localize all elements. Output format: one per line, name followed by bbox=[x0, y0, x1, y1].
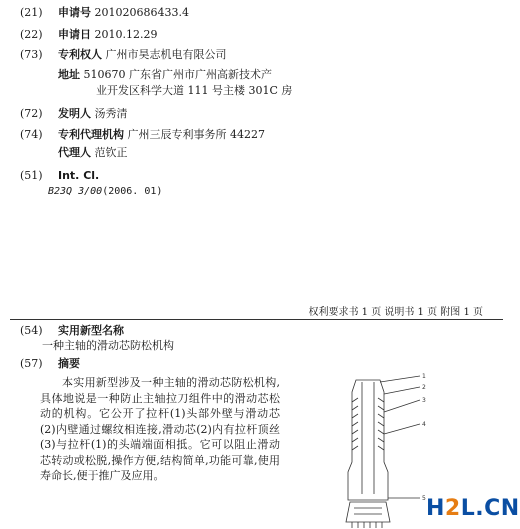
ipc-year: (2006. 01) bbox=[102, 186, 163, 197]
inid-code: (54) bbox=[20, 324, 43, 337]
field-value: 汤秀清 bbox=[94, 107, 128, 120]
application-number bbox=[20, 6, 189, 20]
address-line-2 bbox=[96, 84, 292, 98]
field-label: 摘要 bbox=[58, 357, 80, 370]
int-cl bbox=[20, 169, 99, 183]
patent-agency bbox=[20, 128, 265, 142]
field-label: 申请日 bbox=[58, 28, 91, 41]
patentee bbox=[20, 48, 227, 62]
inid-code: (72) bbox=[20, 107, 43, 120]
filing-date bbox=[20, 28, 157, 42]
field-value: 广州市昊志机电有限公司 bbox=[105, 48, 227, 61]
field-value: 2010.12.29 bbox=[94, 28, 158, 41]
callout-label: 4 bbox=[422, 421, 426, 428]
inid-code: (51) bbox=[20, 169, 43, 182]
field-value: 范钦正 bbox=[94, 146, 128, 159]
callout-label: 5 bbox=[422, 495, 426, 502]
page-count-line: 权利要求书 1 页 说明书 1 页 附图 1 页 bbox=[308, 307, 483, 318]
field-label: 申请号 bbox=[58, 6, 91, 19]
field-label: 专利代理机构 bbox=[58, 128, 124, 141]
abstract-text: 本实用新型涉及一种主轴的滑动芯防松机构,具体地说是一种防止主轴拉刀组件中的滑动芯松动的机构。它公开了拉杆(1)头部外壁与滑动芯(2)内壁通过螺纹相连接,滑动芯(2)内有拉杆顶丝(3)与拉杆(1)的头端端面相抵。它可以阻止滑动芯转动或松脱,操作方便,结构简单,功能可靠,使用寿命长,便于推广及应用。 bbox=[40, 376, 280, 482]
abstract-heading bbox=[20, 357, 80, 371]
ipc-code: B23Q 3/00 bbox=[48, 186, 103, 197]
callout-label: 2 bbox=[422, 384, 426, 391]
model-name-heading bbox=[20, 324, 124, 338]
field-label: 地址 bbox=[58, 68, 80, 81]
inid-code: (74) bbox=[20, 128, 43, 141]
callout-label: 3 bbox=[422, 397, 426, 404]
callout-label: 1 bbox=[422, 373, 426, 380]
divider bbox=[10, 319, 503, 320]
watermark-logo: H2L.CN bbox=[426, 496, 520, 521]
field-label: 实用新型名称 bbox=[58, 324, 124, 337]
inid-code: (21) bbox=[20, 6, 43, 19]
field-value: 201020686433.4 bbox=[94, 6, 189, 19]
field-value: 广州三辰专利事务所 44227 bbox=[127, 128, 265, 141]
inid-code: (73) bbox=[20, 48, 43, 61]
inid-code: (57) bbox=[20, 357, 43, 370]
field-label: 代理人 bbox=[58, 146, 91, 159]
field-label: 专利权人 bbox=[58, 48, 102, 61]
inid-code: (22) bbox=[20, 28, 43, 41]
ipc-classification bbox=[48, 185, 162, 199]
field-value: 510670 广东省广州市广州高新技术产 bbox=[83, 68, 272, 81]
field-value: 业开发区科学大道 111 号主楼 301C 房 bbox=[96, 84, 293, 97]
field-label: Int. Cl. bbox=[58, 169, 100, 182]
inventor bbox=[20, 107, 128, 121]
technical-drawing bbox=[328, 372, 438, 529]
field-label: 发明人 bbox=[58, 107, 91, 120]
address-line-1 bbox=[58, 68, 272, 82]
patent-agent bbox=[58, 146, 128, 160]
model-title: 一种主轴的滑动芯防松机构 bbox=[42, 339, 174, 352]
